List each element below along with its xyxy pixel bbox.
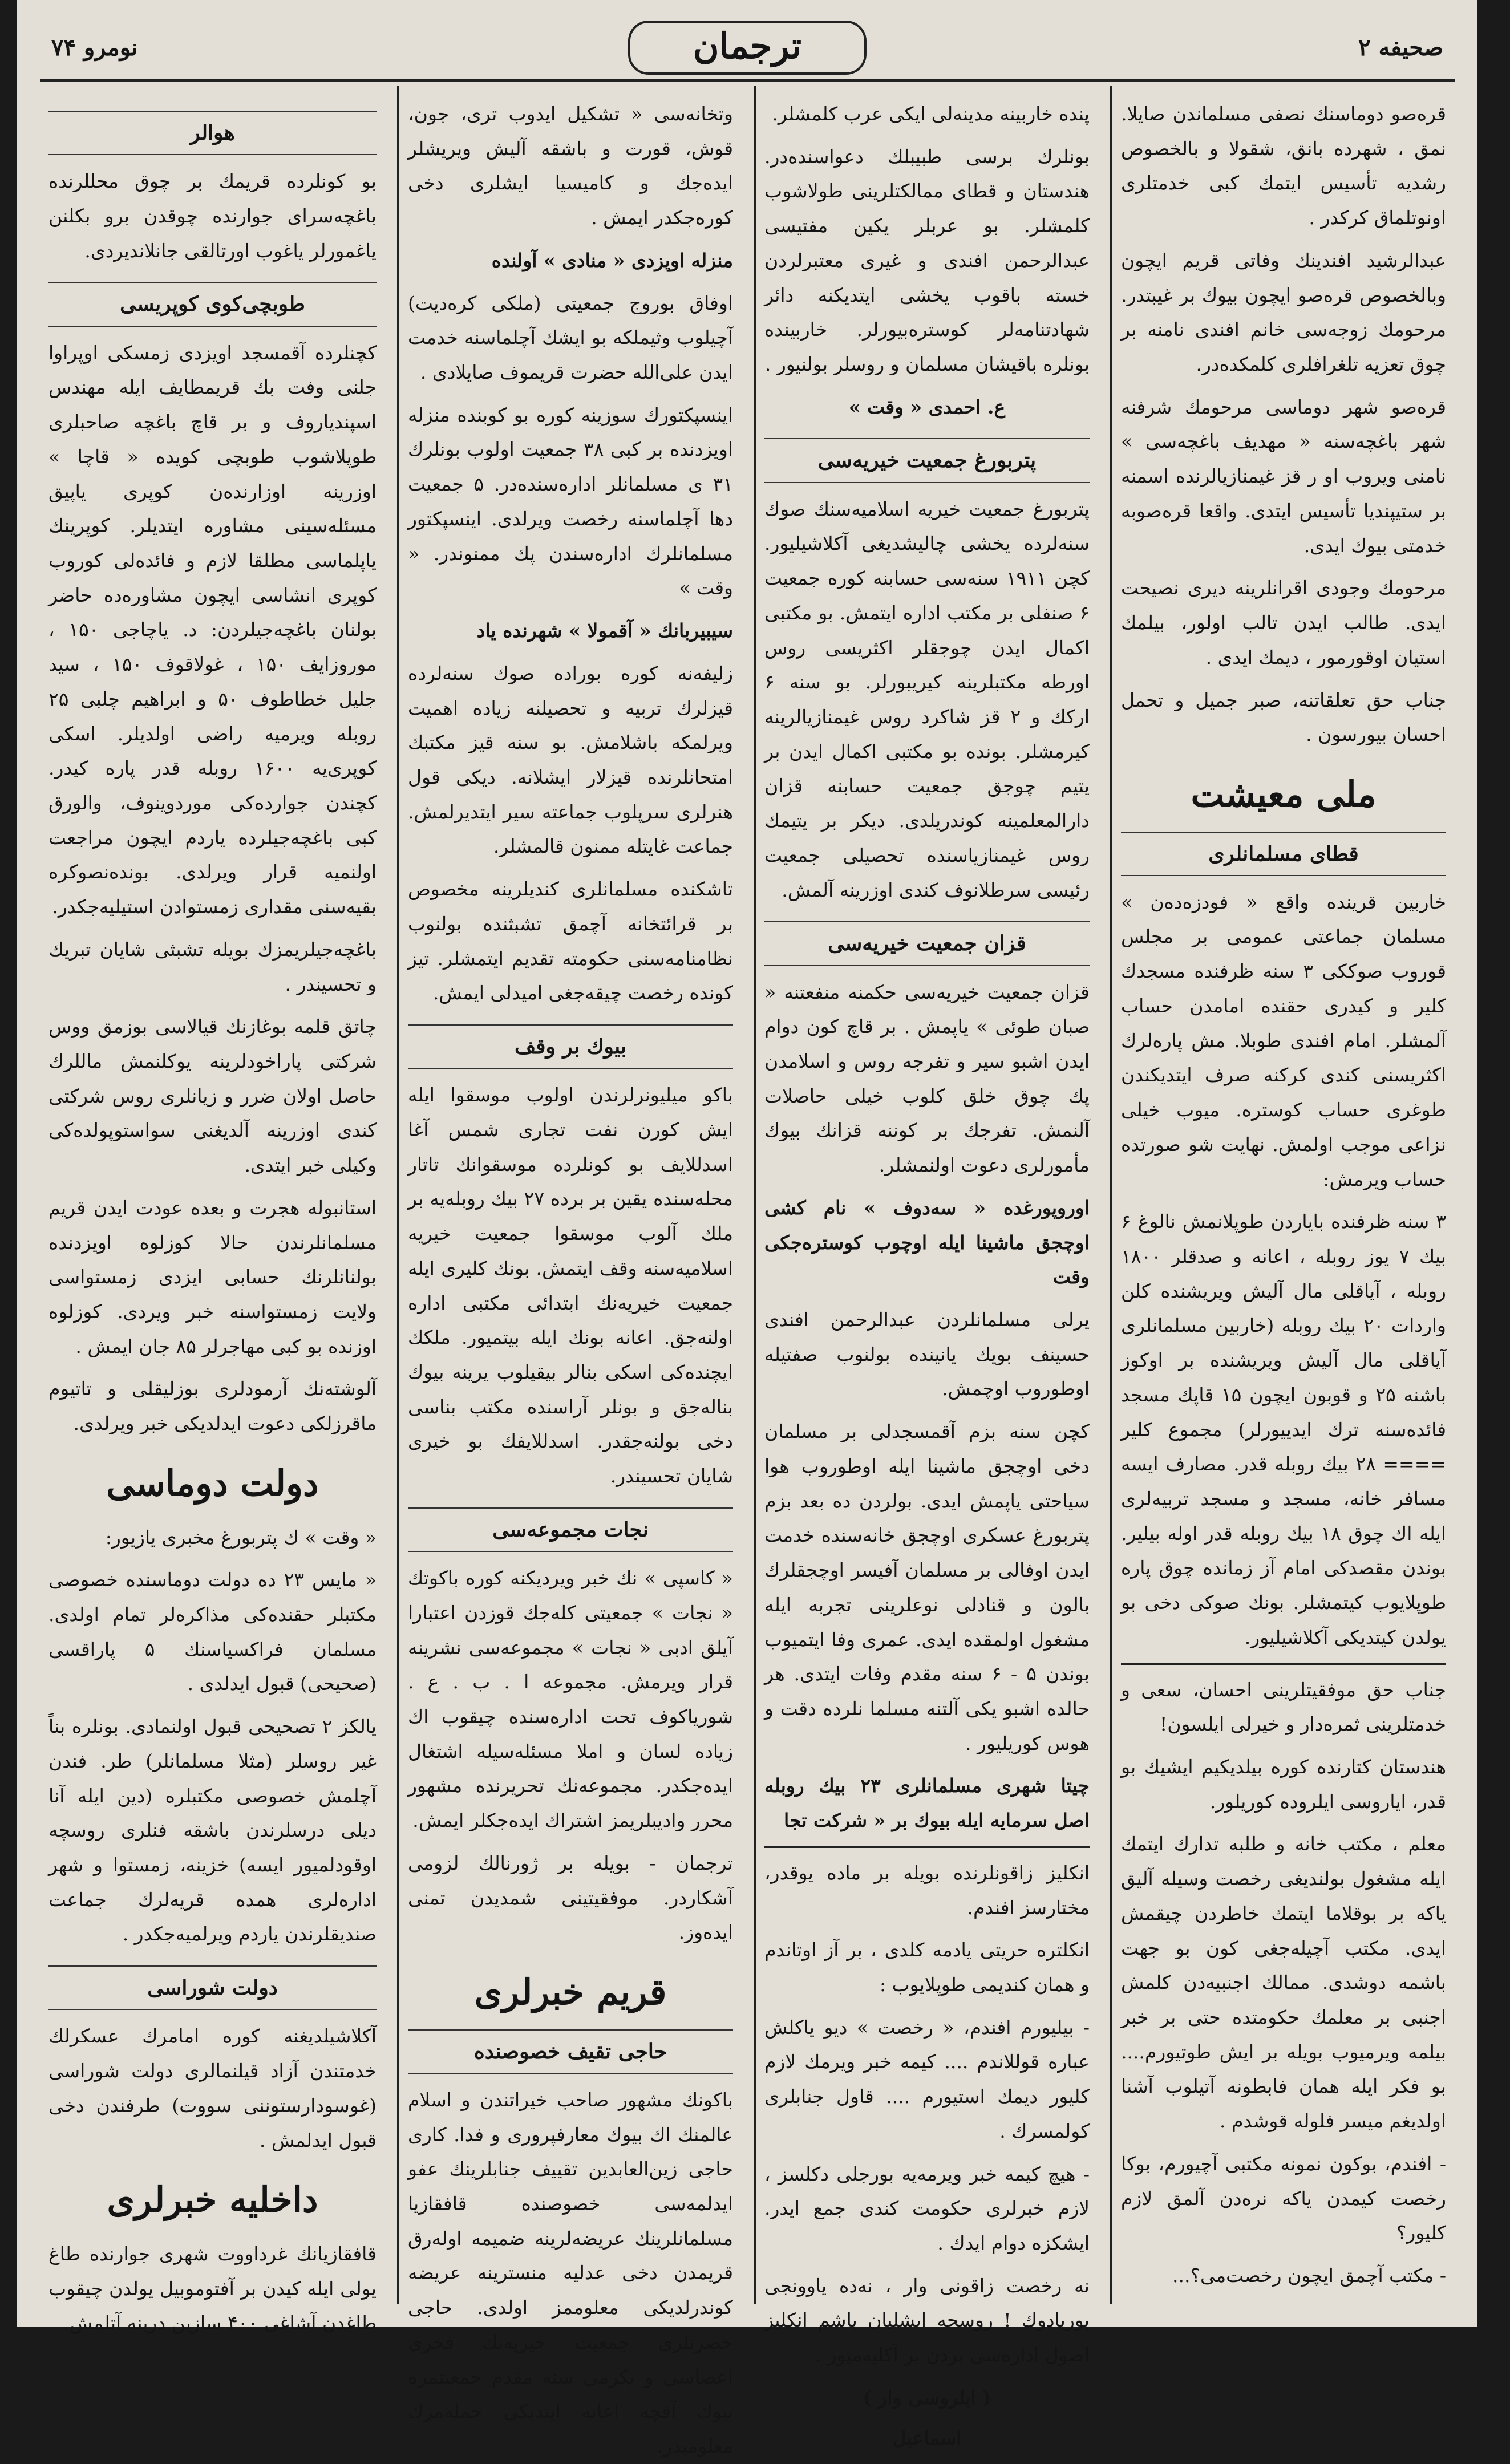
column-2 [764, 97, 1090, 2449]
paragraph: قره‌صو دوماسنك نصفی مسلماندن صایلا. نمق ، شهرده بانق، شقولا و بالخصوص رشدیه تأسیس ایتمك كبی خدمتلری اونوتلماق كركدر . [1121, 103, 1446, 229]
paragraph: « وقت » ك پتربورغ مخبری یازیور: [105, 1526, 377, 1549]
paragraph: خاربین قرینده واقع « فودزه‌ده‌ن » مسلمان جماعتی عمومی بر مجلس قوروب صوككی ۳ سنه ظرفنده مسجدك كلیر و كیدری حقنده امامدن حساب آلمشلر. امام افندی طوبلا. مش پاره‌لرك اكثریسنی كندی كركنه صرف ایتدیكندن طوغری حساب كوستره. میوب خیلی نزاعی موجب اولمش. نهایت شو صورتده حساب ویرمش: [1121, 890, 1446, 1190]
column-1 [1121, 97, 1446, 2293]
subheading: نجات مجموعه‌سی [408, 1507, 733, 1552]
column-rule [754, 86, 756, 2304]
paragraph: اینسپكتورك سوزینه كوره بو كوبنده منزله اویزدنده بر كبی ۳۸ جمعیت اولوب بونلرك ۳۱ ی مسلمانلر اداره‌سنده‌در. ۵ جمعیت دها آچلماسنه رخصت ویرلدی. اینسپكتور مسلمانلرك اداره‌سندن پك ممنوندر. « وقت » [408, 403, 733, 599]
paragraph: اوفاق بوروج جمعیتی (ملكی كرەدیت) آچیلوب وثیملكه بو ایشك آچلماسنه خدمت ایدن علی‌الله حضرت قریموف صایلادی . [408, 291, 733, 384]
paragraph: چاتق قلمه بوغازنك قیالاسی بوزمق ووس شركتی پاراخودلرینه یوكلنمش ماللرك حاصل اولان ضرر و زیانلری روس شركتی كندی اوزرینه آلدیغنی سواستوپولده‌كی وكیلی خبر ایتدی. [48, 1015, 377, 1177]
paragraph: بو كونلرده قریمك بر چوق محللرنده باغچه‌سرای جوارنده چوقدن برو بكلنن یاغمورلر یاغوب اورتالقی جانلاندیردی. [48, 170, 377, 262]
paragraph: ۳ سنه ظرفنده بایاردن طوپلانمش نالوغ ۶ بیك ۷ یوز روبله ، اعانه و صدقلر ۱۸۰۰ روبله ، آیاقلی مال آلیش ویریشنده كلن واردات ۲۰ بیك روبله (خاربین مسلمانلری آیاقلی مال آلیش ویریشنده بر اوكوز باشنه ۲۵ و قوبون ایچون ۱۵ قاپك مسجد فائده‌سنه ترك ایدییورلر) مجموع كلیر ==== ۲۸ بیك روبله قدر. مصارف ایسه مسافر خانه، مسجد و مسجد تربیه‌لری ایله اك چوق ۱۸ بیك روبله قدر اوله بیلیر. بوندن مقصدكی امام آز زمانده چوق پاره طوپلایوب كیتمشلر. بونك صوكی دخی بو یولدن كیتدیكی آكلاشیلیور. [1121, 1210, 1447, 1648]
paragraph: باغچه‌جیلریمزك بویله تشبثی شایان تبریك و تحسیندر . [48, 938, 377, 995]
paragraph: منزله اوپزدی « منادی » آولنده [491, 249, 733, 271]
paragraph: آلوشتەنك آرمودلری بوزلیقلی و تاتیوم ماقرزلكی دعوت ایدلدیكی خبر ویرلدی. [48, 1377, 377, 1435]
paper-name: ترجمان [628, 21, 867, 75]
paragraph: انكلیز زاقونلرنده بویله بر ماده یوقدر، مختارسز افندم. [764, 1846, 1090, 1925]
paragraph: یرلی مسلمانلردن عبدالرحمن افندی حسینف بویك یانینده بولنوب صفتیله اوطوروب اوچمش. [764, 1308, 1090, 1400]
paragraph: كچن سنه بزم آقمسجدلی بر مسلمان دخی اوچجق ماشینا ایله اوطوروب هوا سیاحتی یاپمش ایدی. بولردن ده بعد بزم پتربورغ عسكری اوچجق خانه‌سنده خدمت ایدن اوفالی بر مسلمان آفیسر اوچجقلرك بالون و قنادلی نوعلرینی تجربه ایله مشغول اولمقده ایدی. عمری وفا ایتمیوب بوندن ۵ - ۶ سنه مقدم وفات ایتدی. هر حالده اشبو یكی آلتنه مسلما نلرده دقت و هوس كوریلیور . [764, 1420, 1090, 1754]
paragraph: سیبیربانك « آقمولا » شهرنده یاد [476, 619, 733, 642]
paragraph: وتخانه‌سی « تشكیل ایدوب تری، جون، قوش، قورت و باشقه آلیش ویریشلر ایدەجك و كامیسیا ایشلری دخی كوره‌جكدر ایمش . [408, 103, 733, 229]
paragraph: پتربورغ جمعیت خیریه اسلامیه‌سنك صوك سنه‌لرده یخشی چالیشدیغی آكلاشیلیور. كچن ۱۹۱۱ سنه‌سی حسابنه كوره جمعیت ۶ صنفلی بر مكتب اداره ایتمش. بو مكتبی اكمال ایدن چوجقلر اكثریسی روس اورطه مكتبلرینه كیریبورلر. بو سنه ۶ اركك و ۲ قز شاكرد روس غیمنازیالرینه كیرمشلر. بونده بو مكتبی اكمال ایدن بر یتیم چوجق جمعیت حسابنه قزان دارالمعلمینه كوندریلدی. دیكر بر یتیمك روس غیمنازیاسنده تحصیلی جمعیت رئیسی سرطلانوف كندی اوزرینه آلمش. [764, 497, 1090, 901]
paragraph: چیتا شهری مسلمانلری ۲۳ بیك روبله اصل سرمایه ایله بیوك بر « شركت تجا [764, 1774, 1090, 1832]
paragraph: پنده خاربینه مدینه‌لی ایكی عرب كلمشلر. [772, 103, 1090, 125]
issue-number: نومرو ۷۴ [51, 34, 138, 61]
section-title: دولت دوماسی [106, 1462, 319, 1504]
subheading: قزان جمعیت خیریه‌سی [764, 921, 1090, 966]
paragraph: - هیچ كیمه خبر ویرمه‌یه بورجلی دكلسز ، لازم خبرلری حكومت كندی جمع ایدر. ایشكزه دوام ایدك . [764, 2162, 1090, 2254]
column-rule [1110, 86, 1112, 2304]
paragraph: تاشكنده مسلمانلری كندیلرینه مخصوص بر قرائتخانه آچمق تشبثنده بولنوب نظامنامەسنی حكومته تقدیم ایتمشلر. تیز كونده رخصت چیقه‌جغی امیدلی ایمش. [408, 878, 733, 1004]
column-4 [48, 97, 377, 2335]
page-number: صحیفه ۲ [1358, 34, 1443, 61]
paragraph: « كاسپی » نك خبر ویردیكنه كوره باكوتك « نجات » جمعیتی كله‌جك قوزدن اعتبارا آیلق ادبی « نجات » مجموعه‌سی نشرینه قرار ویرمش. مجموعه ا . ب . ع . شوریاكوف تحت اداره‌سنده چیقوب اك زیاده لسان و املا مسئله‌سیله اشتغال ایده‌جكدر. مجموعه‌نك تحریرنده مشهور محرر وادیبلریمز اشتراك ایده‌جكلر ایمش. [408, 1567, 733, 1832]
paragraph: - بیلیورم افندم، « رخصت » دیو ياكلش عباره قوللاندم .... كیمه خبر ویرمك لازم كلیور دیمك استیورم .... قاول جنابلری كولمسرك . [764, 2016, 1090, 2142]
column-rule [397, 86, 399, 2304]
subheading: هوالر [48, 111, 377, 155]
paragraph: جناب حق تعلقاتنه، صبر جمیل و تحمل احسان بیورسون . [1121, 688, 1446, 746]
subheading: پتربورغ جمعیت خیریه‌سی [764, 438, 1090, 483]
paragraph: - مكتب آچمق ایچون رخصت‌می؟... [1172, 2264, 1446, 2287]
paragraph: بونلرك برسی طبیبلك دعواسنده‌در. هندستان و قطای ممالكتلرینی طولاشوب كلمشلر. بو عربلر یكین مفتیسی عبدالرحمن افندی و غیری معتبرلردن خسته باقوب یخشی ایتدیكنه دائر شهادتنامه‌لر كوستره‌بیورلر. خاربینده بونلره باقیشان مسلمان و روسلر بولنیور . [764, 145, 1090, 376]
byline: ع. احمدی « وقت » [848, 395, 1006, 418]
subheading: حاجی تقیف خصوصنده [408, 2029, 733, 2074]
continued-note: ( ایلرو‌سی وار ) [863, 2386, 991, 2409]
paragraph: قزان جمعیت خیریه‌سی حكمنه منفعتنه « صبان طوئی » یاپمش . بر قاچ كون دوام ایدن اشبو سیر و تفرجه روس و اسلامدن پك چوق خلق كلوب خیلی حاصلات آلنمش. تفرجك بر كوننه قزانك بیوك مأمورلری دعوت اولنمشلر. [764, 980, 1090, 1177]
paragraph: آكلاشیلدیغنه كوره امامرك عسكرلك خدمتندن آزاد قیلنمالری دولت شوراسی (غوسودارستوننی سووت) طرفندن دخی قبول ایدلمش . [48, 2025, 377, 2151]
paragraph: هندستان كتارنده كوره بیلدیكیم ایشیك بو قدر، ایاروسی ایلروده كوریلور. [1121, 1756, 1446, 1813]
paragraph: « مایس ۲۳ ده دولت دوماسنده خصوصی مكتبلر حقنده‌كی مذاكره‌لر تمام اولدی. مسلمان فراكسیاسنك ۵ پاراقسی (صحیحی) قبول ایدلدی . [48, 1569, 377, 1695]
paragraph: اوروپورغده « سه‌دوف » نام كشی اوچجق ماشینا ایله اوچوب كوستره‌جكی وقت [764, 1196, 1090, 1288]
paragraph: قره‌صو شهر دوماسی مرحومك شرفنه شهر باغچه‌سنه « مهدیف باغچه‌سی » نامنی ویروب او ر قز غیمنازیالرنده اسمنه بر ستیپندیا تأسیس ایتدی. واقعا قره‌صوبه خدمتی بیوك ایدی. [1121, 395, 1446, 557]
subheading: طوبچی‌كوی كوپریسی [48, 282, 377, 326]
paragraph: ترجمان - بویله بر ژورنالك لزومی آشكاردر. موفقیتینی شمدیدن تمنی ایده‌وز. [408, 1851, 733, 1944]
paragraph: انكلتره حریتی یادمه كلدی ، بر آز اوتاندم و همان كندیمی طوپلایوب : [764, 1939, 1090, 1996]
section-title: داخلیه خبرلری [107, 2179, 318, 2221]
paragraph: كچنلرده آقمسجد اویزدی زمسكی اوپراوا جلنی وفت بك قریمطایف ایله مهندس اسپندیاروف و بر قاچ باغچه صاحبلری طوپلاشوب طوبچی كویده « قاچا » اوزرینه اوزارنده‌ن كوپری یاپیق مسئله‌سینی مشاوره ایتدیلر. كوپرینك یاپلماسی مطلقا لازم و فائده‌لی كوروب كوپری انشاسی ایچون مشاوره‌ده حاضر بولنان باغچه‌جیلردن: د. یاچاجی ۱۵۰ ، موروزایف ۱۵۰ ، غولاقوف ۱۵۰ ، سید جلیل خطاطوف ۵۰ و ابراهیم چلبی ۲۵ روبله ویرمیه راضی اولدیلر. اسكی كوپری‌یه ۱۶۰۰ روبله قدر پاره كیدر. كچندن جوارده‌كی موردوینوف، والورق كبی باغچه‌جیلرده یاردم ایچون مراجعت اولنمیه قرار ویرلدی. بونده‌نصوكره بقیه‌سنی مقداری زمستوادن استیلیه‌جكدر. [48, 341, 377, 918]
paragraph: - افندم، بوكون نمونه مكتبی آچیورم، بوكا رخصت كیمدن یاكه نره‌دن آلمق لازم كلیور؟ [1121, 2152, 1446, 2244]
byline: اسماعیل [892, 2426, 962, 2449]
section-title: ملی معیشت [1191, 773, 1377, 815]
paragraph: قافقازیانك غرداووت شهری جوارنده طاغ یولی ایله كیدن بر آفتوموبیل یولدن چیقوب طاغدن آشاغی ۴۰۰ سازین درینه آتلمش. [48, 2242, 377, 2335]
paragraph: عبدالرشید افندینك وفاتی قریم ایچون وبالخصوص قره‌صو ایچون بیوك بر غیبتدر. مرحومك زوجه‌سی خانم افندی نامنه بر چوق تعزیه تلغرافلری كلمكده‌در. [1121, 249, 1446, 376]
paragraph: جناب حق موفقیتلرینی احسان، سعی و خدمتلرینی ثمره‌دار و خیرلی ایلسون! [1121, 1663, 1446, 1742]
paragraph: نه رخصت زاقونی وار ، نه‌ده یاوونجی پوریادوك ! روسجه ایشلیان باشم انكلیز اصول اداره‌سی بردن بر آكلیه‌میور . [764, 2274, 1090, 2366]
subheading: قطای مسلمانلری [1121, 832, 1446, 876]
paragraph: باكو میلیونرلرندن اولوب موسقوا ایله ایش كورن نفت تجاری شمس آغا اسدللایف بو كونلرده موسقوانك تاتار محله‌سنده یقین بر برده ۲۷ بیك روبله‌یه بر ملك آلوب موسقوا جمعیت خیریه اسلامیه‌سنه وقف ایتمش. بونك كلیری ایله جمعیت خیریه‌نك ابتدائی مكتبی اداره اولنه‌جق. اعانه بونك ایله بیتمیور. ملكك ایچنده‌كی اسكی بنالر بیقیلوب یرینه بیوك بناله‌جق و بونلر آراسنده مكتب بناسی دخی بولنه‌جقدر. اسدللایفك بو خیری شایان تحسیندر. [408, 1084, 733, 1488]
paragraph: باكونك مشهور صاحب خیراتندن و اسلام عالمنك اك بیوك معارفپروری و فدا. كاری حاجی زین‌العابدین تقییف جنابلرینك عفو ایدلمه‌سی خصوصنده قافقازیا مسلمانلرینك عریضه‌لرینه ضمیمه اولەرق قریمدن دخی عدلیه منسترینه عریضه كوندرلدیكی معلوممز اولدی. حاجی حضرتلری جمعیت خیریه‌نك فخری اعضاسی و یكرمی سنه مقدم جمعیتمزه بیوك آقچه اعانه ایتدیكی جمله‌مزك معلومیدر. [408, 2088, 733, 2457]
subheading: دولت شوراسی [48, 1965, 377, 2010]
subheading: بیوك بر وقف [408, 1024, 733, 1069]
newspaper-page [17, 0, 1477, 2457]
paragraph: استانبوله هجرت و بعده عودت ایدن قریم مسلمانلرندن حالا كوزلوه اویزدنده بولنانلرنك حسابی ایزدی زمستواسی ولایت زمستواسنه خبر ویردی. كوزلوه اوزنده بو كبی مهاجرلر ۸۵ جان ایمش . [48, 1196, 377, 1357]
paragraph: مرحومك وجودی اقرانلرینه دیری نصیحت ایدی. طالب ایدن تالب اولور، بیلمك استیان اوقورمور ، دیمك ایدی . [1121, 577, 1446, 668]
masthead [40, 11, 1455, 82]
section-title: قریم خبرلری [474, 1971, 667, 2013]
paragraph: زلیفه‌نه كوره بوراده صوك سنه‌لرده قیزلرك تربیه و تحصیلنه زیاده اهمیت ویرلمكه باشلامش. بو سنه قیز مكتبك امتحانلرنده قیزلار ایشلانه. دیكی قول هنرلری سرپلوب جماعته سیر ایتدیرلمش. جماعت غایتله ممنون قالمشلر. [408, 662, 733, 858]
paragraph: یالكز ۲ تصحیحی قبول اولنمادی. بونلره بناً غیر روسلر (مثلا مسلمانلر) طر. فندن آچلمش خصوصی مكتبلره (دین ایله آنا دیلی درسلرندن باشقه فنلری روسچه اوقودلمیور ایسه) خزینه، زمستوا و شهر اداره‌لری همده قریه‌لرك جماعت صندیقلرندن یاردم ویرلمیه‌جكدر . [48, 1715, 377, 1946]
paragraph: معلم ، مكتب خانه و طلبه تدارك ایتمك ایله مشغول بولندیغی رخصت وسیله آلیق یاكه بر بوقلاما ایتمك خاطردن چیقمش ایدی. مكتب آچیله‌جغی كون بو جهت باشمه دوشدی. ممالك اجنبیه‌دن كلمش اجنبی بر معلمك حكومتده حتی بر خبر بیلمه ویرمیوب بویله بر ایش طوتیورم.... بو فكر ایله همان فابطونه آتیلوب آشنا اولدیغم میسر فلوله قوشدم . [1121, 1833, 1446, 2133]
column-3 [408, 97, 733, 2457]
